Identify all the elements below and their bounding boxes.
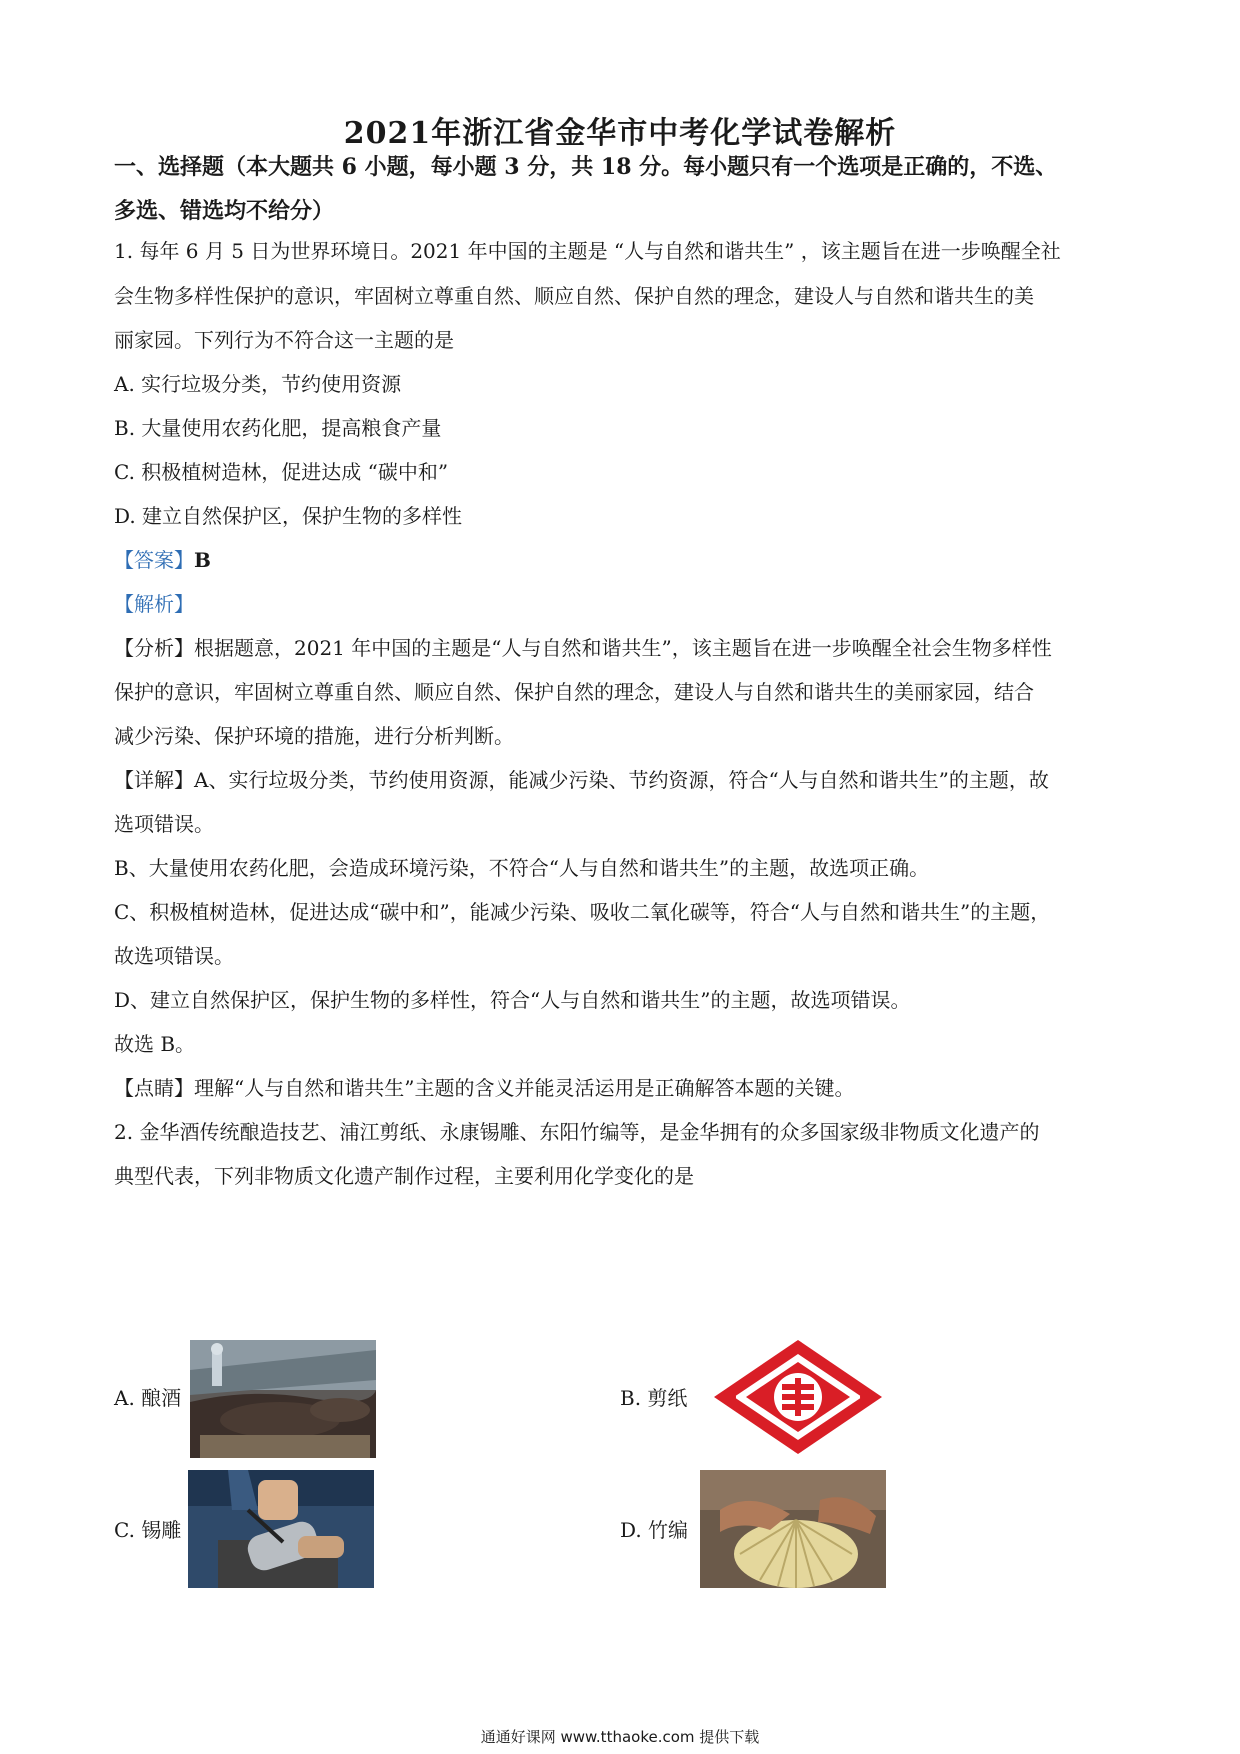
section-heading-line2: 多选、错选均不给分） — [114, 198, 335, 224]
dianjing-text: 理解“人与自然和谐共生”主题的含义并能灵活运用是正确解答本题的关键。 — [194, 1076, 855, 1100]
q1-fenxi-line2: 保护的意识，牢固树立尊重自然、顺应自然、保护自然的理念，建设人与自然和谐共生的美丽家园，结合 — [114, 680, 1034, 704]
q1-analysis-label — [114, 580, 194, 628]
q1-detail-b: B、大量使用农药化肥，会造成环境污染，不符合“人与自然和谐共生”的主题，故选项正确。 — [114, 856, 930, 880]
bamboo-weaving-image — [700, 1470, 886, 1588]
q1-option-d: D. 建立自然保护区，保护生物的多样性 — [114, 504, 463, 528]
analysis-label: 【解析】 — [114, 592, 194, 616]
brewing-image — [190, 1340, 376, 1458]
q1-fenxi-line3: 减少污染、保护环境的措施，进行分析判断。 — [114, 724, 514, 748]
dianjing-label: 【点睛】 — [114, 1076, 194, 1100]
q1-conclusion: 故选 B。 — [114, 1032, 196, 1056]
q1-xiangjie-line1 — [114, 756, 1128, 804]
q1-detail-c-line2: 故选项错误。 — [114, 944, 234, 968]
q2-option-b-label: B. 剪纸 — [620, 1386, 688, 1410]
q1-stem-line2: 会生物多样性保护的意识，牢固树立尊重自然、顺应自然、保护自然的理念，建设人与自然和谐共生的美 — [114, 284, 1034, 308]
answer-label: 【答案】 — [114, 548, 194, 572]
q1-dianjing-line — [114, 1064, 1128, 1112]
q1-stem-line3: 丽家园。下列行为不符合这一主题的是 — [114, 328, 454, 352]
q2-stem-line2: 典型代表，下列非物质文化遗产制作过程，主要利用化学变化的是 — [114, 1164, 694, 1188]
tin-carving-image — [188, 1470, 374, 1588]
q2-stem-line1: 2. 金华酒传统酿造技艺、浦江剪纸、永康锡雕、东阳竹编等，是金华拥有的众多国家级非物质文化遗产的 — [114, 1120, 1040, 1144]
q1-option-c: C. 积极植树造林，促进达成 “碳中和” — [114, 460, 449, 484]
xiangjie-label: 【详解】 — [114, 768, 194, 792]
fenxi-text: 根据题意，2021 年中国的主题是“人与自然和谐共生”，该主题旨在进一步唤醒全社会生物多样性 — [194, 636, 1052, 660]
q1-detail-d: D、建立自然保护区，保护生物的多样性，符合“人与自然和谐共生”的主题，故选项错误。 — [114, 988, 911, 1012]
q1-answer-line — [114, 536, 211, 584]
fenxi-label: 【分析】 — [114, 636, 194, 660]
q2-option-c-label: C. 锡雕 — [114, 1518, 182, 1542]
papercut-image — [710, 1336, 886, 1458]
xiangjie-text: A、实行垃圾分类，节约使用资源，能减少污染、节约资源，符合“人与自然和谐共生”的主题，故 — [194, 768, 1049, 792]
q1-stem-line1: 1. 每年 6 月 5 日为世界环境日。2021 年中国的主题是 “人与自然和谐共生” ，该主题旨在进一步唤醒全社 — [114, 239, 1061, 263]
page-title: 2021年浙江省金华市中考化学试卷解析 — [343, 116, 897, 151]
q2-option-a-label: A. 酿酒 — [114, 1386, 182, 1410]
section-heading-line1: 一、选择题（本大题共 6 小题，每小题 3 分，共 18 分。每小题只有一个选项是正确的，不选、 — [114, 154, 1058, 180]
q2-option-d-label: D. 竹编 — [620, 1518, 689, 1542]
q1-option-a: A. 实行垃圾分类，节约使用资源 — [114, 372, 402, 396]
page-footer: 通通好课网 www.tthaoke.com 提供下载 — [480, 1728, 760, 1746]
q1-xiangjie-line2: 选项错误。 — [114, 812, 214, 836]
q1-option-b: B. 大量使用农药化肥，提高粮食产量 — [114, 416, 442, 440]
q1-fenxi-line1 — [114, 624, 1128, 672]
answer-value: B — [194, 548, 211, 572]
q1-detail-c-line1: C、积极植树造林，促进达成“碳中和”，能减少污染、吸收二氧化碳等，符合“人与自然和谐共生”的主题， — [114, 900, 1051, 924]
